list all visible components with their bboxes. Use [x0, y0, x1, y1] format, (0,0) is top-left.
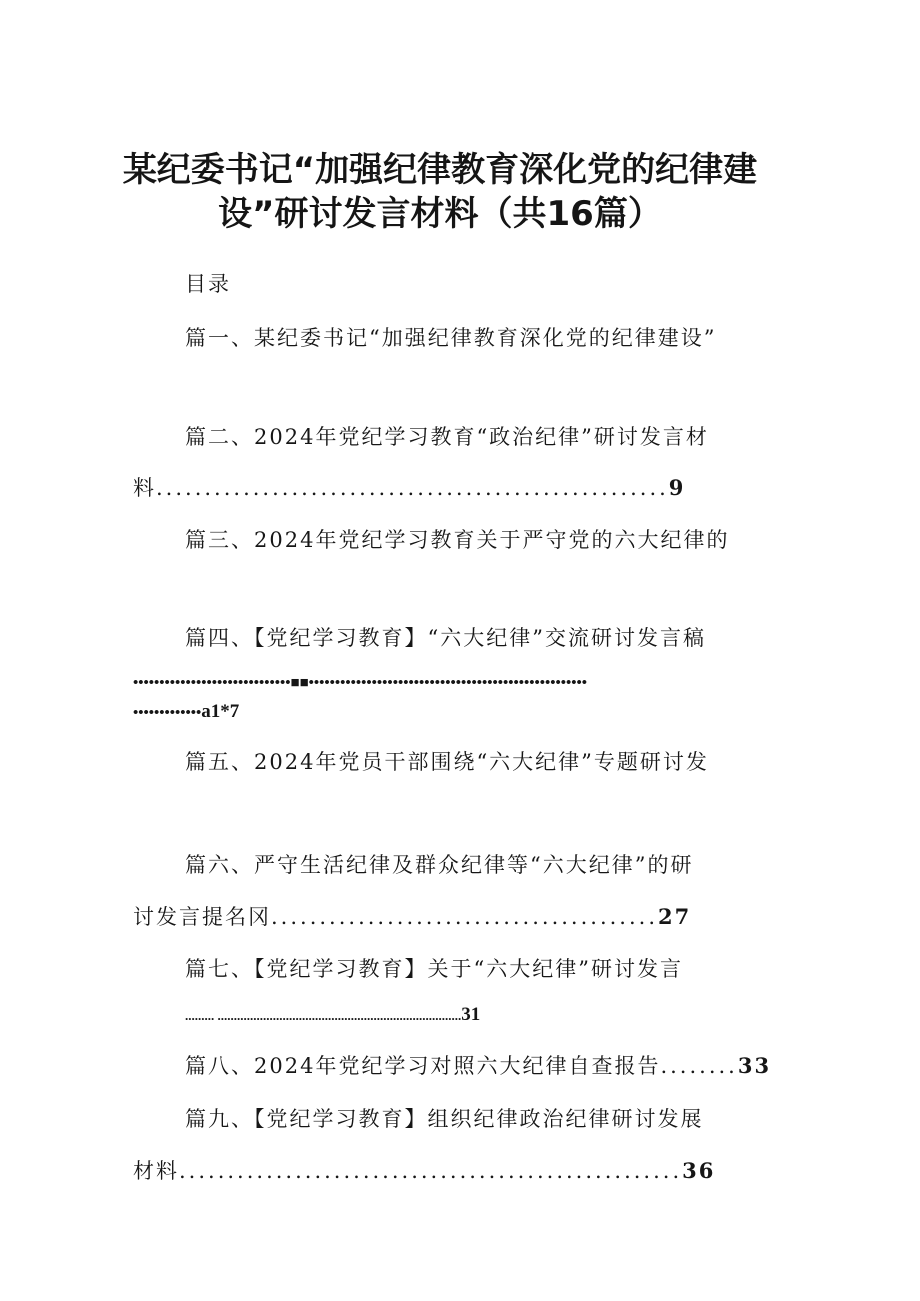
- toc-leader-dots: ....................................................: [179, 1159, 683, 1183]
- toc-entry-8[interactable]: [185, 1050, 771, 1080]
- toc-entry-5[interactable]: 篇五、2024年党员干部围绕“六大纪律”专题研讨发: [185, 750, 709, 774]
- toc-entry-2-tail: 料: [133, 476, 156, 500]
- toc-leader-dots: .....................................................: [156, 476, 669, 500]
- toc-leader-dots: ........: [660, 1054, 738, 1078]
- toc-page-number: 27: [658, 904, 692, 929]
- toc-entry-4[interactable]: 篇四、【党纪学习教育】“六大纪律”交流研讨发言稿: [185, 626, 706, 650]
- document-title-line-2: 设”研讨发言材料（共16篇）: [218, 194, 662, 234]
- toc-entry-7[interactable]: 篇七、【党纪学习教育】关于“六大纪律”研讨发言: [185, 957, 683, 981]
- toc-entry-2[interactable]: 篇二、2024年党纪学习教育“政治纪律”研讨发言材: [185, 425, 709, 449]
- document-title-line-1: 某纪委书记“加强纪律教育深化党的纪律建: [122, 150, 758, 190]
- toc-entry-6[interactable]: 篇六、严守生活纪律及群众纪律等“六大纪律”的研: [185, 853, 694, 877]
- toc-page-number: 36: [682, 1158, 716, 1183]
- toc-entry-4-page-line: [133, 701, 239, 723]
- toc-entry-3[interactable]: 篇三、2024年党纪学习教育关于严守党的六大纪律的: [185, 528, 730, 552]
- toc-entry-6-tail: 讨发言提名冈: [133, 905, 271, 929]
- toc-entry-9-tail: 材料: [133, 1159, 179, 1183]
- toc-leader-dots: ••••••••••••••••••••••••••••••■■•••••••••••••••••••••••••••••••••••••••••••••••••••••: [133, 675, 587, 691]
- toc-heading: 目录: [185, 272, 231, 296]
- toc-entry-8-text: 篇八、2024年党纪学习对照六大纪律自查报告: [185, 1054, 661, 1078]
- toc-entry-6-continuation[interactable]: [133, 901, 691, 931]
- toc-page-number: a1*7: [201, 701, 240, 722]
- toc-entry-2-continuation[interactable]: [133, 472, 685, 502]
- toc-leader-dots: ......... ...........................................................................: [185, 1008, 462, 1023]
- toc-page-number: 31: [461, 1004, 481, 1025]
- toc-page-number: 9: [668, 475, 686, 500]
- toc-entry-9[interactable]: 篇九、【党纪学习教育】组织纪律政治纪律研讨发展: [185, 1107, 704, 1131]
- toc-leader-dots: •••••••••••••: [133, 705, 202, 721]
- toc-entry-7-page-line: [185, 1004, 480, 1026]
- toc-leader-dots: ........................................: [271, 905, 659, 929]
- toc-entry-1[interactable]: 篇一、某纪委书记“加强纪律教育深化党的纪律建设”: [185, 326, 717, 350]
- toc-page-number: 33: [737, 1053, 772, 1078]
- toc-entry-9-continuation[interactable]: [133, 1155, 715, 1185]
